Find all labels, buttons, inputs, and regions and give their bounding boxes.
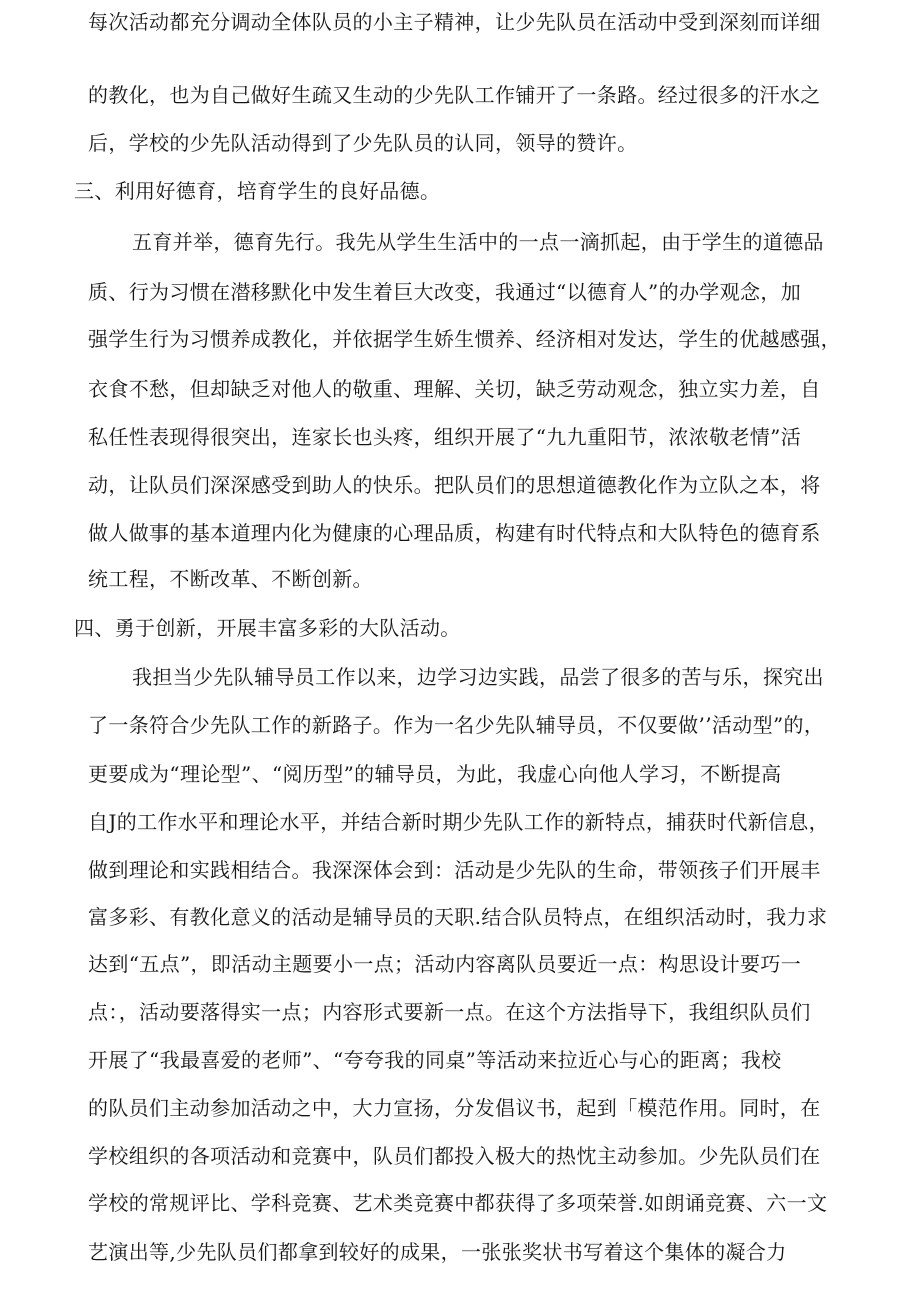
section-heading-4: 四、勇于创新，开展丰富多彩的大队活动。 xyxy=(74,616,461,640)
text-line-7: 强学生行为习惯养成教化，并依据学生娇生惯养、经济相对发达，学生的优越感强， xyxy=(88,327,841,351)
text-line-1: 每次活动都充分调动全体队员的小主子精神，让少先队员在活动中受到深刻而详细 xyxy=(88,10,821,34)
text-line-19: 富多彩、有教化意义的活动是辅导员的天职.结合队员特点，在组织活动时，我力求 xyxy=(88,905,828,929)
text-line-26: 艺演出等,少先队员们都拿到较好的成果，一张张奖状书写着这个集体的凝合力 xyxy=(88,1240,787,1264)
text-line-8: 衣食不愁，但却缺乏对他人的敬重、理解、关切，缺乏劳动观念，独立实力差，自 xyxy=(88,377,821,401)
text-line-20: 达到“五点”，即活动主题要小一点；活动内容离队员要近一点：构思设计要巧一 xyxy=(88,952,802,976)
text-line-11: 做人做事的基本道理内化为健康的心理品质，构建有时代特点和大队特色的德育系 xyxy=(88,521,821,545)
text-line-22: 开展了“我最喜爱的老师”、“夸夸我的同桌”等活动来拉近心与心的距离；我校 xyxy=(88,1048,782,1072)
text-line-21: 点：，活动要落得实一点；内容形式要新一点。在这个方法指导下，我组织队员们 xyxy=(88,1000,811,1024)
text-line-16: 更要成为“理论型”、“阅历型”的辅导员，为此，我虚心向他人学习，不断提高 xyxy=(88,762,782,786)
text-line-15: 了一条符合少先队工作的新路子。作为一名少先队辅导员，不仅要做’’活动型”的， xyxy=(88,713,825,737)
text-line-6: 质、行为习惯在潜移默化中发生着巨大改变，我通过“以德育人”的办学观念，加 xyxy=(88,280,802,304)
text-line-3: 后，学校的少先队活动得到了少先队员的认同，领导的赞许。 xyxy=(88,131,638,155)
text-line-9: 私任性表现得很突出，连家长也头疼，组织开展了“九九重阳节，浓浓敬老情”活 xyxy=(88,425,802,449)
text-line-5: 五育并举，德育先行。我先从学生生活中的一点一滴抓起，由于学生的道德品 xyxy=(132,230,824,254)
section-heading-3: 三、利用好德育，培育学生的良好品德。 xyxy=(74,179,441,203)
text-line-25: 学校的常规评比、学科竞赛、艺术类竞赛中都获得了多项荣誉.如朗诵竞赛、六一文 xyxy=(88,1191,828,1215)
text-line-24: 学校组织的各项活动和竞赛中，队员们都投入极大的热忱主动参加。少先队员们在 xyxy=(88,1144,821,1168)
text-line-14: 我担当少先队辅导员工作以来，边学习边实践，品尝了很多的苦与乐，探究出 xyxy=(132,665,824,689)
text-line-18: 做到理论和实践相结合。我深深体会到：活动是少先队的生命，带领孩子们开展丰 xyxy=(88,858,821,882)
text-line-17: 自J的工作水平和理论水平，并结合新时期少先队工作的新特点，捕获时代新信息， xyxy=(88,810,829,834)
text-line-2: 的教化，也为自己做好生疏又生动的少先队工作铺开了一条路。经过很多的汗水之 xyxy=(88,83,821,107)
text-line-12: 统工程，不断改革、不断创新。 xyxy=(88,567,373,591)
text-line-23: 的队员们主动参加活动之中，大力宣扬，分发倡议书，起到「模范作用。同时，在 xyxy=(88,1096,821,1120)
text-line-10: 动，让队员们深深感受到助人的快乐。把队员们的思想道德教化作为立队之本，将 xyxy=(88,473,821,497)
